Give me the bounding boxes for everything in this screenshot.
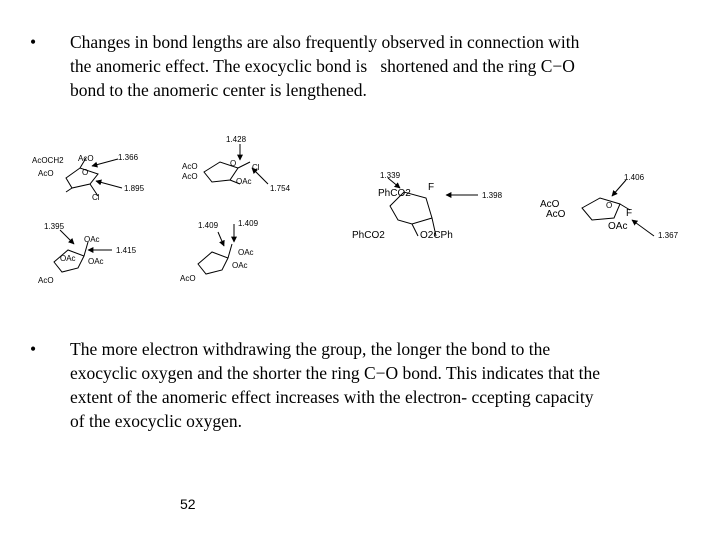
bond-length: 1.409 — [238, 219, 259, 228]
group-label: PhCO2 — [378, 188, 411, 199]
text-line: of the exocyclic oxygen. — [70, 411, 243, 431]
group-label: OAc — [608, 221, 628, 232]
bond-length: 1.895 — [124, 184, 145, 193]
group-label: O2CPh — [420, 230, 453, 241]
group-label: AcO — [78, 154, 94, 163]
ring-oxygen-label: O — [606, 201, 613, 210]
bullet-marker: • — [30, 339, 37, 359]
group-label: Cl — [252, 163, 260, 172]
bond-length: 1.339 — [380, 171, 401, 180]
group-label: AcO — [180, 274, 196, 283]
text-line: the anomeric effect. The exocyclic bond is shortened and the ring C−O — [70, 56, 575, 76]
group-label: AcO — [182, 162, 198, 171]
group-label: AcO — [182, 172, 198, 181]
text-line: The more electron withdrawing the group, the longer the bond to the — [70, 339, 551, 359]
group-label: OAc — [84, 235, 100, 244]
ring-oxygen-label: O — [82, 168, 89, 177]
structures-drawing — [26, 128, 696, 290]
text-line: extent of the anomeric effect increases with the electron- ccepting capacity — [70, 387, 594, 407]
page-number: 52 — [180, 496, 196, 512]
bond-length: 1.409 — [198, 221, 219, 230]
group-label: F — [626, 208, 633, 219]
anomeric-structures-figure — [26, 128, 696, 290]
text-line: exocyclic oxygen and the shorter the ring C−O bond. This indicates that the — [70, 363, 601, 383]
bullet-marker: • — [30, 32, 37, 52]
group-label: Cl — [92, 193, 100, 202]
bond-length: 1.428 — [226, 135, 247, 144]
group-label: AcO — [38, 276, 54, 285]
ring-oxygen-label: O — [230, 159, 237, 168]
group-label: AcO — [540, 199, 560, 210]
group-label: F — [428, 182, 435, 193]
bond-length: 1.367 — [658, 231, 679, 240]
group-label: OAc — [88, 257, 104, 266]
group-label: AcOCH2 — [32, 156, 64, 165]
group-label: OAc — [236, 177, 252, 186]
text-line: Changes in bond lengths are also frequently observed in connection with — [70, 32, 580, 52]
bond-length: 1.395 — [44, 222, 65, 231]
bullet-text — [70, 30, 690, 102]
bond-length: 1.754 — [270, 184, 291, 193]
bullet-text — [70, 337, 690, 433]
bond-length: 1.415 — [116, 246, 137, 255]
group-label: OAc — [60, 254, 76, 263]
bond-length: 1.406 — [624, 173, 645, 182]
group-label: OAc — [232, 261, 248, 270]
bond-length: 1.366 — [118, 153, 139, 162]
group-label: AcO — [546, 209, 566, 220]
text-line: bond to the anomeric center is lengthened. — [70, 80, 367, 100]
bond-length: 1.398 — [482, 191, 503, 200]
group-label: OAc — [238, 248, 254, 257]
group-label: AcO — [38, 169, 54, 178]
group-label: PhCO2 — [352, 230, 385, 241]
